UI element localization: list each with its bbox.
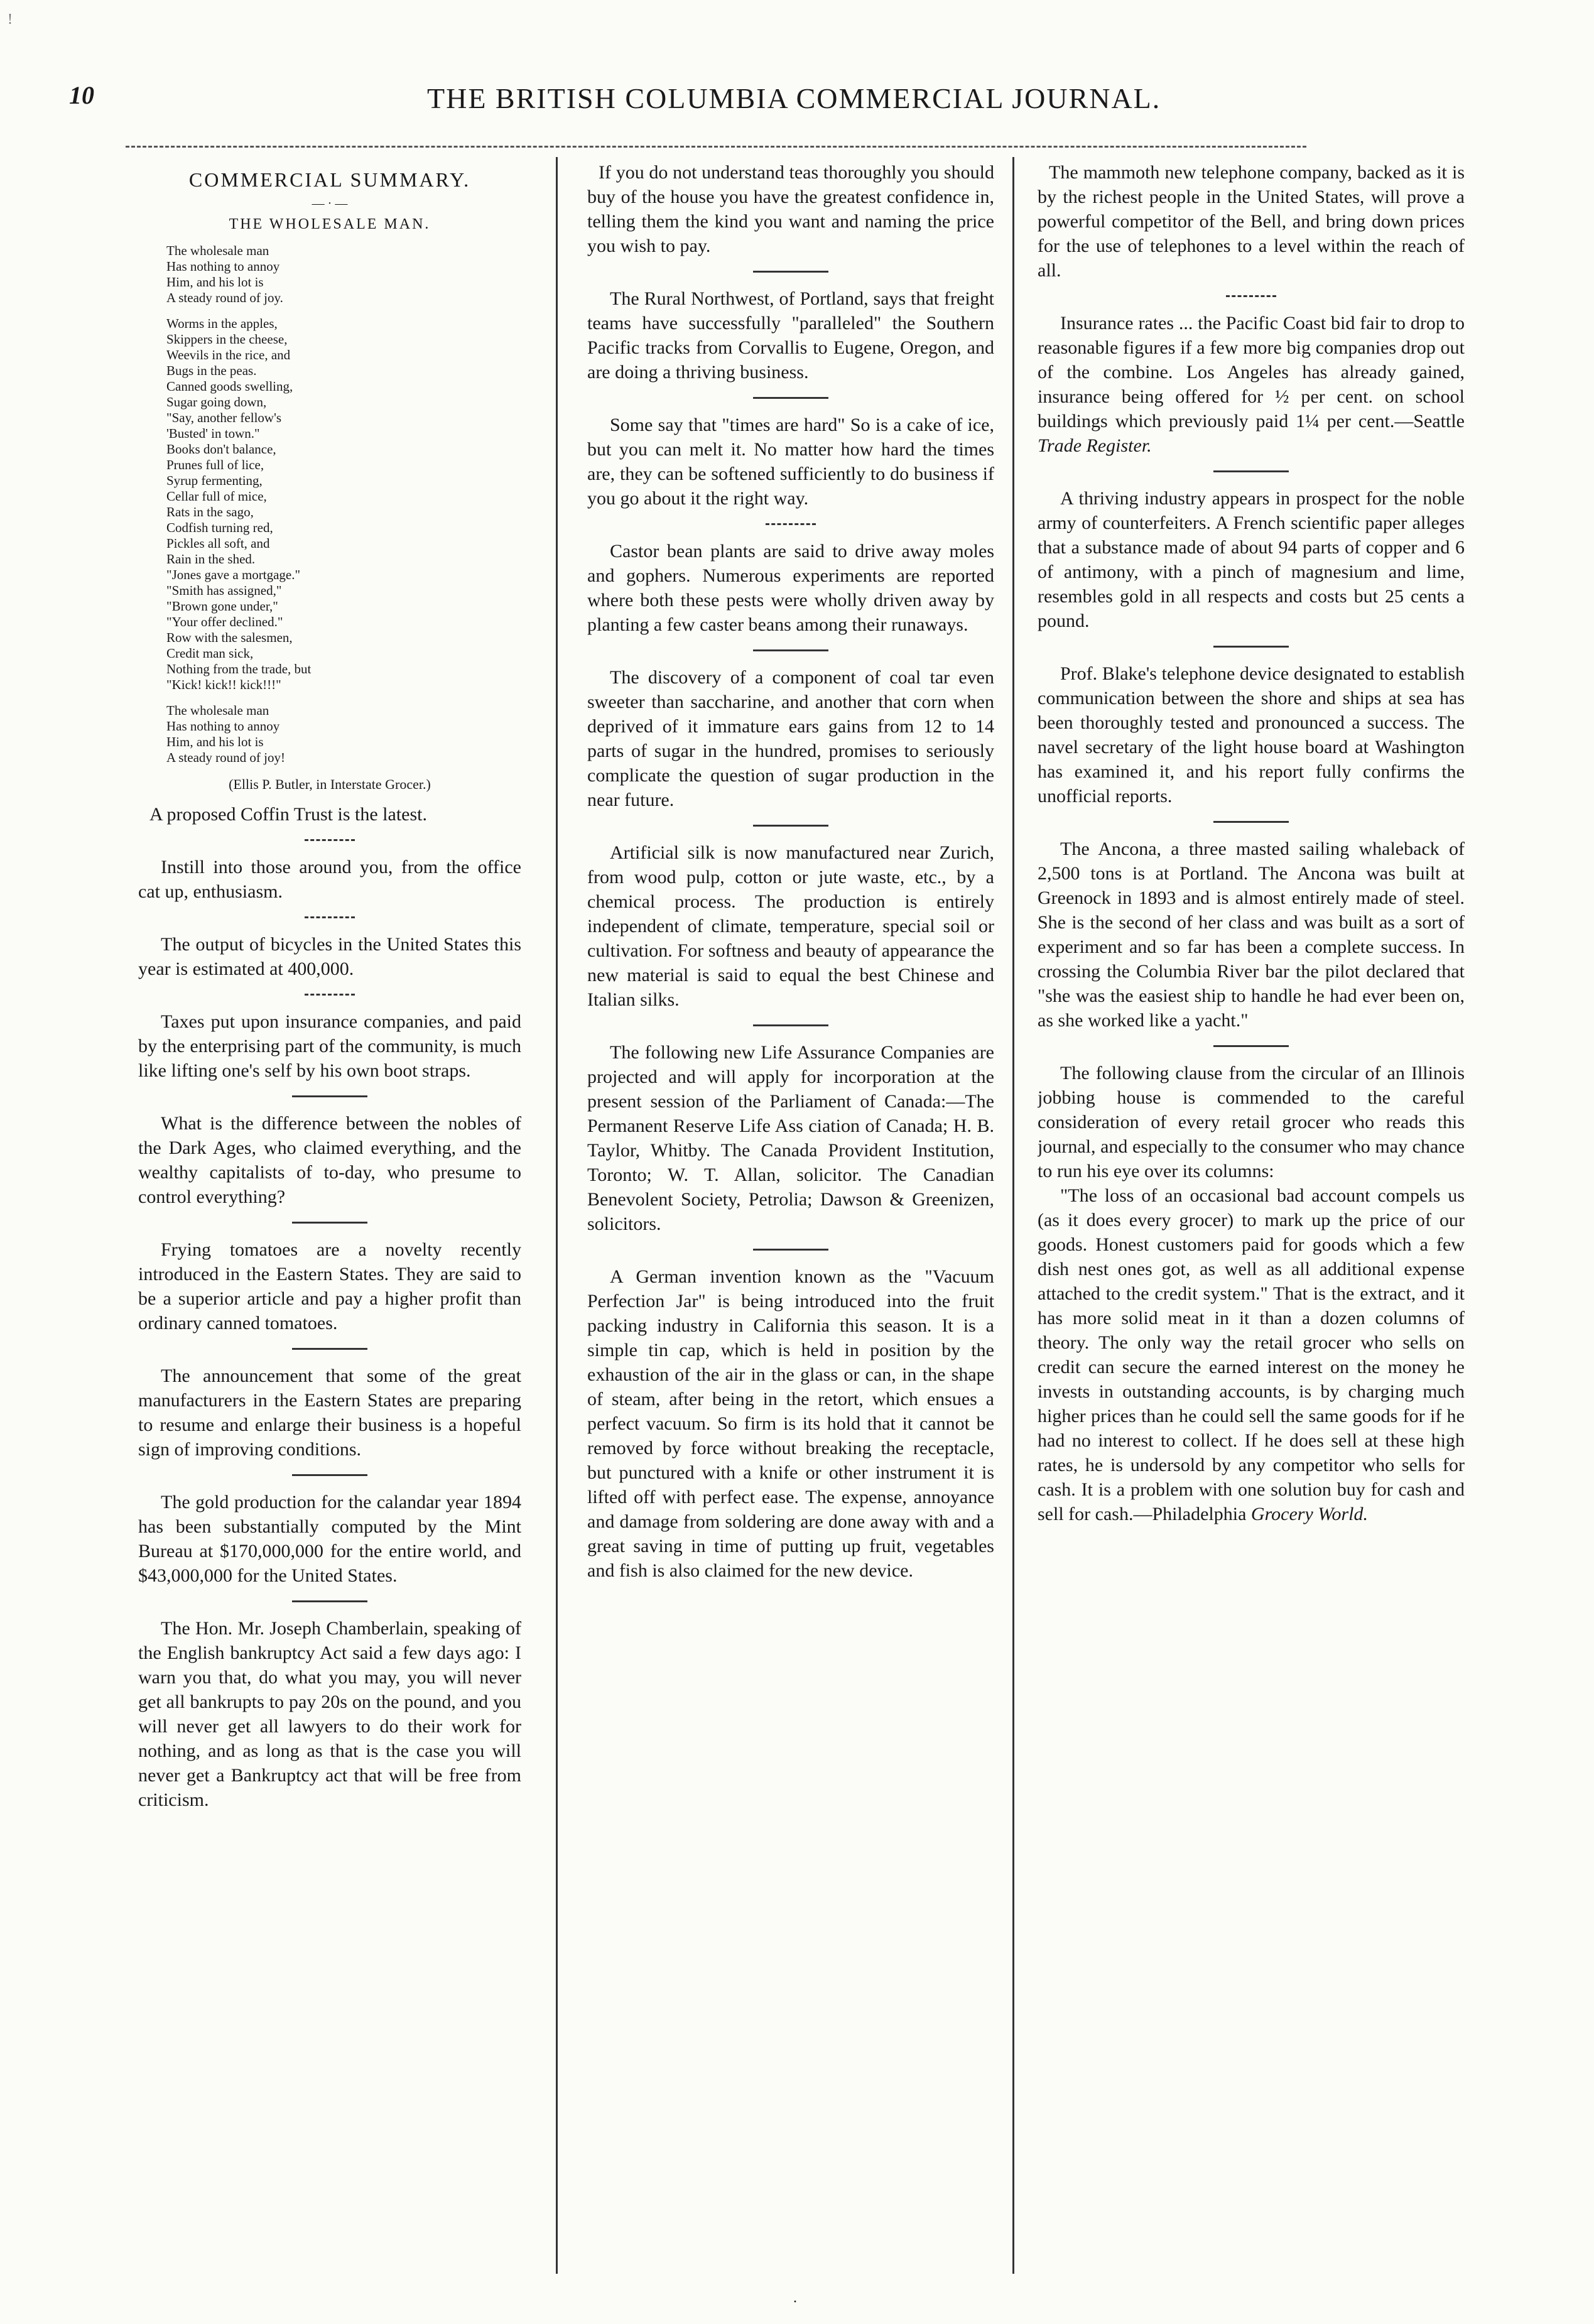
- journal-title: THE BRITISH COLUMBIA COMMERCIAL JOURNAL.: [427, 82, 1161, 114]
- separator: [753, 271, 828, 273]
- paragraph: Frying tomatoes are a novelty recently introduced in the Eastern States. They are said to be a superior article and pay a higher profit than ordinary canned tomatoes.: [138, 1239, 521, 1333]
- page-header: [63, 75, 1319, 132]
- poem-line: Books don't balance,: [166, 442, 276, 457]
- paragraph: Castor bean plants are said to drive away moles and gophers. Numerous experiments are reported where both these pests were wholly driven away by planting a few caster beans among their runaways.: [587, 541, 994, 635]
- separator: [292, 1095, 367, 1097]
- poem-line: "Jones gave a mortgage.": [166, 567, 301, 582]
- poem-line: A steady round of joy!: [166, 750, 285, 765]
- separator: [753, 825, 828, 827]
- poem-line: The wholesale man: [166, 243, 269, 258]
- summary-title: COMMERCIAL SUMMARY.: [188, 168, 471, 191]
- column-divider: [1012, 157, 1014, 2274]
- poem-line: Worms in the apples,: [166, 316, 278, 331]
- paragraph: [1038, 311, 1465, 458]
- separator: [1213, 646, 1289, 648]
- separator: [305, 839, 355, 841]
- page-dot: ·: [793, 2294, 798, 2310]
- paragraph: Prof. Blake's telephone device designated to establish communication between the shore and ships at sea has been thoroughly tested and pronounced a success. The navel secretary of the light house board at Washington has examined it, and his report fully confirms the unofficial reports.: [1038, 663, 1465, 806]
- paragraph-text: "The loss of an occasional bad account compels us (as it does every grocer) to mark up the price of our goods. Honest customers paid for goods which a few dish nest ones got, as well as all additional expense attached to the credit system." That is the extract, and it has more solid meat in it than a dozen columns of theory. The only way the retail grocer who sells on credit can secure the earned interest on the money he invests in outstanding accounts, is by charging much higher prices than he could sell the same goods for if he had no interest to collect. If he does sell at these high rates, he is undersold by any competitor who sells for cash. It is a problem with one solution buy for cash and sell for cash.—Philadelphia: [1038, 1185, 1465, 1524]
- poem-line: "Smith has assigned,": [166, 583, 282, 598]
- paragraph: Some say that "times are hard" So is a cake of ice, but you can melt it. No matter how hard the times are, they can be softened sufficiently to do business if you go about it the right way.: [587, 415, 994, 509]
- poem-stanza-1: [166, 243, 521, 306]
- poem-line: Row with the salesmen,: [166, 630, 293, 645]
- paragraph: A proposed Coffin Trust is the latest.: [149, 804, 427, 825]
- poem-line: Pickles all soft, and: [166, 536, 270, 551]
- paragraph: A thriving industry appears in prospect for the noble army of counterfeiters. A French scientific paper alleges that a substance made of about 94 parts of copper and 6 of antimony, with a pinch of magnesium and lime, resembles gold in all respects and costs but 25 cents a pound.: [1038, 488, 1465, 631]
- poem-line: Rain in the shed.: [166, 551, 256, 567]
- column-1: [138, 160, 521, 2258]
- poem-line: Sugar going down,: [166, 394, 267, 410]
- poem-line: Skippers in the cheese,: [166, 332, 288, 347]
- source-credit: Trade Register.: [1038, 435, 1152, 456]
- separator: [1213, 1045, 1289, 1047]
- paragraph: Artificial silk is now manufactured near Zurich, from wood pulp, cotton or jute waste, etc., by a chemical process. The production is entirely independent of climate, temperature, special soil or cultivation. For softness and beauty of appearance the new material is said to equal the best Chinese and Italian silks.: [587, 842, 994, 1010]
- paragraph: Taxes put upon insurance companies, and paid by the enterprising part of the community, is much like lifting one's self by his own boot straps.: [138, 1011, 521, 1081]
- source-credit: Grocery World.: [1250, 1504, 1369, 1524]
- poem-line: Rats in the sago,: [166, 504, 254, 519]
- paragraph: The discovery of a component of coal tar even sweeter than saccharine, and another that corn when deprived of it immature ears gains from 12 to 14 parts of sugar in the hundred, promises to seriously complicate the question of sugar production in the near future.: [587, 667, 994, 810]
- page-number: 10: [69, 81, 94, 109]
- poem-line: "Kick! kick!! kick!!!": [166, 677, 281, 692]
- header-rule: [126, 146, 1306, 148]
- poem-stanza-2: [166, 316, 521, 693]
- paragraph: What is the difference between the nobles of the Dark Ages, who claimed everything, and the wealthy capitalists of to-day, who presume to control everything?: [138, 1113, 521, 1207]
- separator: [753, 397, 828, 399]
- poem-line: "Say, another fellow's: [166, 410, 282, 425]
- poem-line: "Brown gone under,": [166, 599, 278, 614]
- poem-line: Him, and his lot is: [166, 734, 264, 749]
- margin-mark: !: [8, 11, 13, 28]
- title-ornament: — · —: [312, 197, 348, 210]
- poem-line: 'Busted' in town.": [166, 426, 260, 441]
- poem-line: Weevils in the rice, and: [166, 347, 291, 362]
- column-3: [1038, 160, 1465, 2258]
- poem-line: Credit man sick,: [166, 646, 254, 661]
- separator: [292, 1222, 367, 1224]
- column-divider: [556, 157, 558, 2274]
- poem-line: Bugs in the peas.: [166, 363, 257, 378]
- poem-line: Cellar full of mice,: [166, 489, 267, 504]
- poem-line: Codfish turning red,: [166, 520, 273, 535]
- poem-line: Prunes full of lice,: [166, 457, 264, 472]
- paragraph: If you do not understand teas thoroughly you should buy of the house you have the greatest confidence in, telling them the kind you want and naming the price you wish to pay.: [587, 162, 994, 256]
- poem-line: Him, and his lot is: [166, 274, 264, 290]
- separator: [753, 1249, 828, 1251]
- poem-line: Has nothing to annoy: [166, 259, 280, 274]
- poem-stanza-3: [166, 703, 521, 766]
- separator: [305, 916, 355, 918]
- paragraph: The mammoth new telephone company, backed as it is by the richest people in the United States, will prove a powerful competitor of the Bell, and bring down prices for the use of telephones to a level within the reach of all.: [1038, 162, 1465, 281]
- paragraph-text: Insurance rates ... the Pacific Coast bid fair to drop to reasonable figures if a few more big companies drop out of the combine. Los Angeles has already gained, insurance being offered for ½ per cent. on school buildings which previously paid 1¼ per cent.—Seattle: [1038, 313, 1465, 432]
- paragraph: The gold production for the calandar year 1894 has been substantially computed by the Mint Bureau at $170,000,000 for the entire world, and $43,000,000 for the United States.: [138, 1492, 521, 1586]
- paragraph: The following clause from the circular of an Illinois jobbing house is commended to the careful consideration of every retail grocer who reads this journal, and especially to the consumer who may chance to run his eye over its columns:: [1038, 1063, 1465, 1181]
- paragraph: Instill into those around you, from the office cat up, enthusiasm.: [138, 857, 521, 902]
- separator: [1213, 821, 1289, 823]
- separator: [753, 649, 828, 651]
- poem-line: The wholesale man: [166, 703, 269, 718]
- poem-line: "Your offer declined.": [166, 614, 283, 629]
- paragraph: The Ancona, a three masted sailing whaleback of 2,500 tons is at Portland. The Ancona was built at Greenock in 1893 and is almost entirely made of steel. She is the second of her class and was built as a sort of experiment and so far has been a complete success. In crossing the Columbia River bar the pilot declared that "she was the easiest ship to handle he had ever been on, as she worked like a yacht.": [1038, 839, 1465, 1031]
- column-2: [587, 160, 994, 2258]
- poem-attribution: (Ellis P. Butler, in Interstate Grocer.): [229, 776, 431, 792]
- separator: [766, 523, 816, 525]
- separator: [1213, 470, 1289, 472]
- separator: [292, 1474, 367, 1476]
- paragraph: The following new Life Assurance Companies are projected and will apply for incorporation at the present session of the Parliament of Canada:—The Permanent Reserve Life Ass ciation of Canada; H. B. Taylor, Whitby. The Canada Provident Institution, Toronto; W. T. Allan, solicitor. The Canadian Benevolent Society, Petrolia; Dawson & Greenizen, solicitors.: [587, 1042, 994, 1234]
- separator: [753, 1024, 828, 1026]
- poem-line: Has nothing to annoy: [166, 719, 280, 734]
- paragraph: The Rural Northwest, of Portland, says that freight teams have successfully "paralleled" the Southern Pacific tracks from Corvallis to Eugene, Oregon, and are doing a thriving business.: [587, 288, 994, 383]
- separator: [1226, 295, 1276, 297]
- poem-line: Canned goods swelling,: [166, 379, 293, 394]
- poem-line: Nothing from the trade, but: [166, 661, 312, 676]
- poem-title: THE WHOLESALE MAN.: [229, 216, 431, 232]
- separator: [305, 994, 355, 996]
- paragraph: The output of bicycles in the United States this year is estimated at 400,000.: [138, 934, 521, 979]
- separator: [292, 1600, 367, 1602]
- poem-line: A steady round of joy.: [166, 290, 283, 305]
- poem-line: Syrup fermenting,: [166, 473, 263, 488]
- paragraph: A German invention known as the "Vacuum Perfection Jar" is being introduced into the fruit packing industry in California this season. It is a simple tin cap, which is held in position by the exhaustion of the air in the glass or can, in the shape of steam, after being in the retort, which ensues a perfect vacuum. So firm is its hold that it cannot be removed by force without breaking the receptacle, but punctured with a knife or other instrument it is lifted off with perfect ease. The expense, annoyance and damage from soldering are done away with and a great saving in time of putting up fruit, vegetables and fish is also claimed for the new device.: [587, 1266, 994, 1581]
- paragraph: The Hon. Mr. Joseph Chamberlain, speaking of the English bankruptcy Act said a few days ago: I warn you that, do what you may, you will never get all bankrupts to pay 20s on the pound, and you will never get all lawyers to do their work for nothing, and as long as that is the case you will never get a Bankruptcy act that will be free from criticism.: [138, 1618, 521, 1810]
- paragraph: The announcement that some of the great manufacturers in the Eastern States are preparing to resume and enlarge their business is a hopeful sign of improving conditions.: [138, 1366, 521, 1460]
- paragraph: [1038, 1183, 1465, 1526]
- separator: [292, 1348, 367, 1350]
